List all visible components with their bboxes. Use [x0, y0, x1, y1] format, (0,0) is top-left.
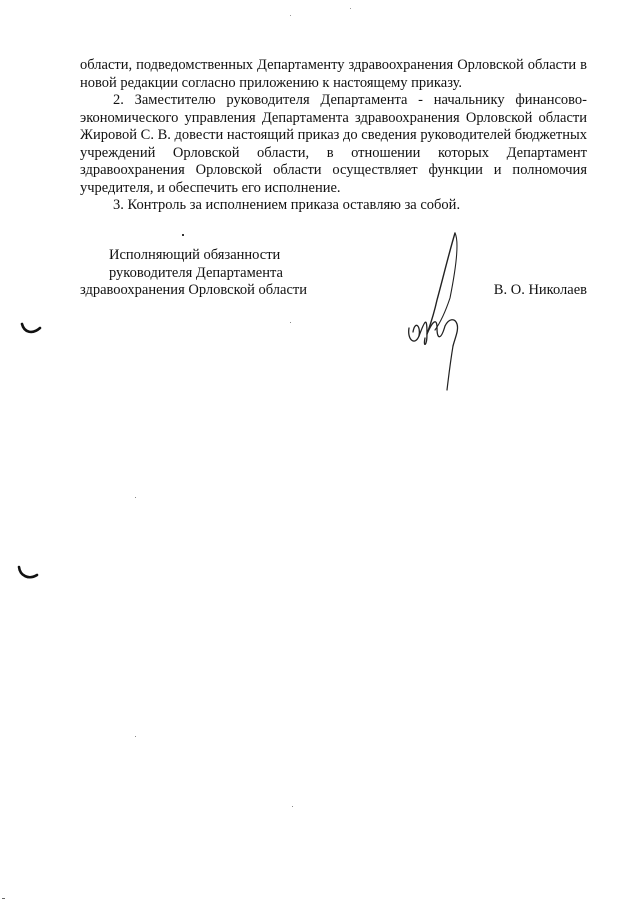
signature-block [80, 247, 587, 307]
scan-speck [2, 898, 5, 899]
paragraph-item-3: 3. Контроль за исполнением приказа оставляю за собой. [113, 197, 461, 213]
signatory-name: В. О. Николаев [493, 282, 587, 298]
scan-speck [290, 322, 291, 323]
scan-speck [135, 497, 136, 498]
signatory-title-line: Исполняющий обязанности [109, 247, 281, 263]
paragraph-continuation: области, подведомственных Департаменту здравоохранения Орловской области в новой редакции согласно приложению к настоящему приказу. [80, 57, 587, 91]
scan-speck [292, 806, 293, 807]
binding-hole-mark [20, 322, 42, 336]
paragraph-item-2: 2. Заместителю руководителя Департамента - начальнику финансово-экономического управления Департамента здравоохранения Орловской области Жировой С. В. довести настоящий приказ до сведения руководителей бюджетных учреждений Орловской области, в отношении которых Департамент здравоохранения Орловской области осуществляет функции и полномочия учредителя, и обеспечить его исполнение. [80, 92, 587, 196]
scan-speck [182, 234, 184, 236]
scan-speck [290, 15, 291, 16]
signatory-title-line: руководителя Департамента [109, 264, 283, 281]
scan-speck [135, 736, 136, 737]
scan-speck [350, 8, 351, 9]
signatory-title [80, 247, 350, 300]
signatory-title-line: здравоохранения Орловской области [80, 282, 307, 298]
binding-hole-mark [17, 565, 39, 581]
handwritten-signature [405, 228, 475, 398]
document-body [80, 57, 587, 215]
